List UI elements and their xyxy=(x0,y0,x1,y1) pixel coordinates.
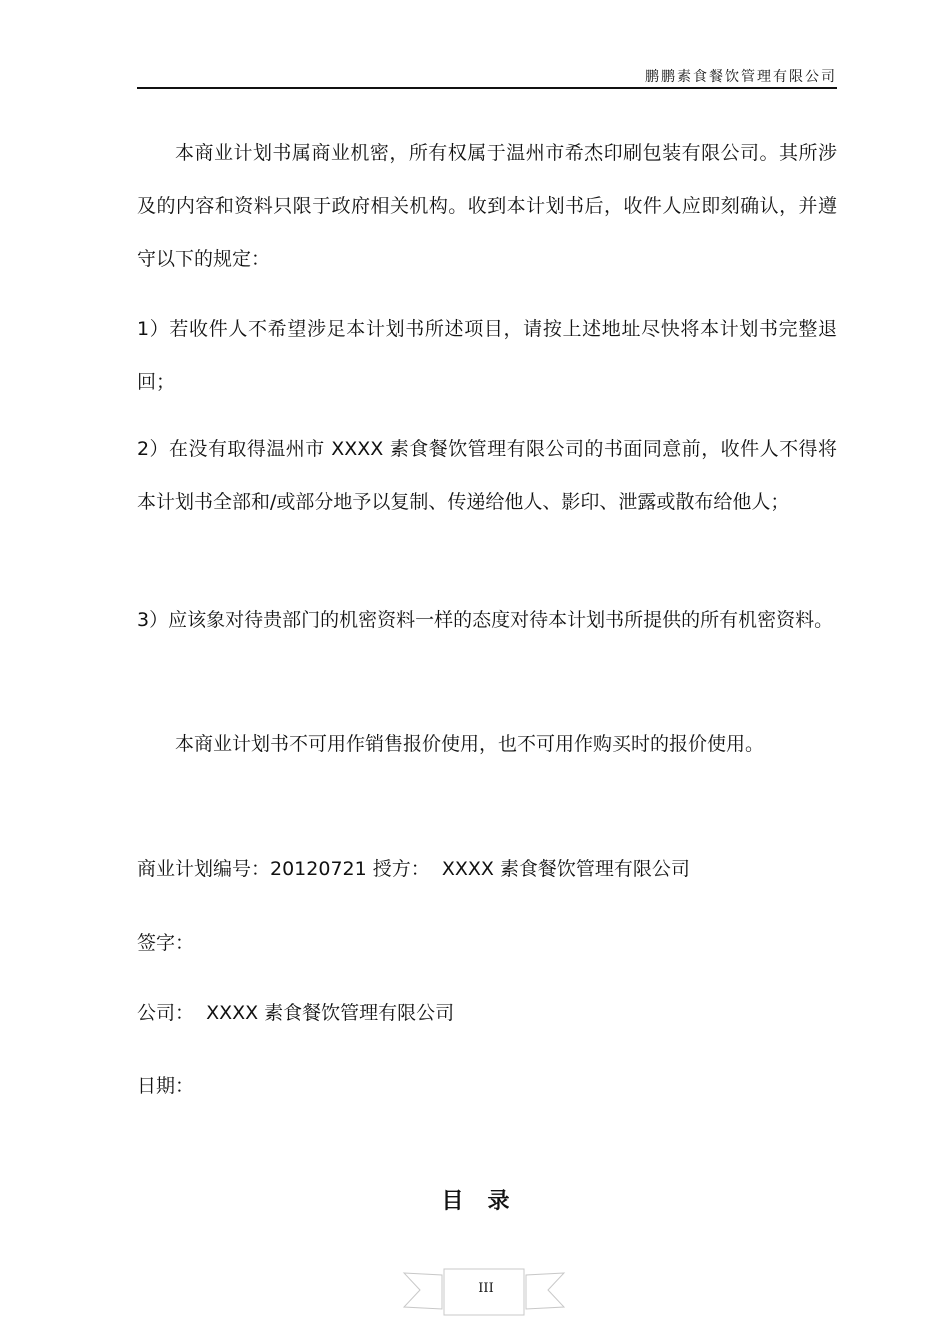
plan-number-line: 商业计划编号：20120721 授方： XXXX 素食餐饮管理有限公司 xyxy=(137,858,690,880)
rule-1: 1）若收件人不希望涉足本计划书所述项目，请按上述地址尽快将本计划书完整退回； xyxy=(137,318,837,393)
date-line: 日期： xyxy=(137,1075,195,1097)
quotation-notice: 本商业计划书不可用作销售报价使用，也不可用作购买时的报价使用。 xyxy=(175,733,765,755)
rule-2: 2）在没有取得温州市 XXXX 素食餐饮管理有限公司的书面同意前，收件人不得将本计划书全部和/或部分地予以复制、传递给他人、影印、泄露或散布给他人； xyxy=(137,438,837,513)
rule-3: 3）应该象对待贵部门的机密资料一样的态度对待本计划书所提供的所有机密资料。 xyxy=(137,609,834,631)
company-line: 公司： XXXX 素食餐饮管理有限公司 xyxy=(137,1002,455,1024)
header-company-name: 鹏鹏素食餐饮管理有限公司 xyxy=(645,69,837,85)
toc-title: 目录 xyxy=(441,1189,534,1214)
signature-line: 签字： xyxy=(137,932,195,954)
page-number: III xyxy=(478,1281,494,1296)
confidentiality-intro: 本商业计划书属商业机密，所有权属于温州市希杰印刷包装有限公司。其所涉及的内容和资料只限于政府相关机构。收到本计划书后，收件人应即刻确认，并遵守以下的规定： xyxy=(137,142,837,270)
header-rule xyxy=(137,87,837,89)
